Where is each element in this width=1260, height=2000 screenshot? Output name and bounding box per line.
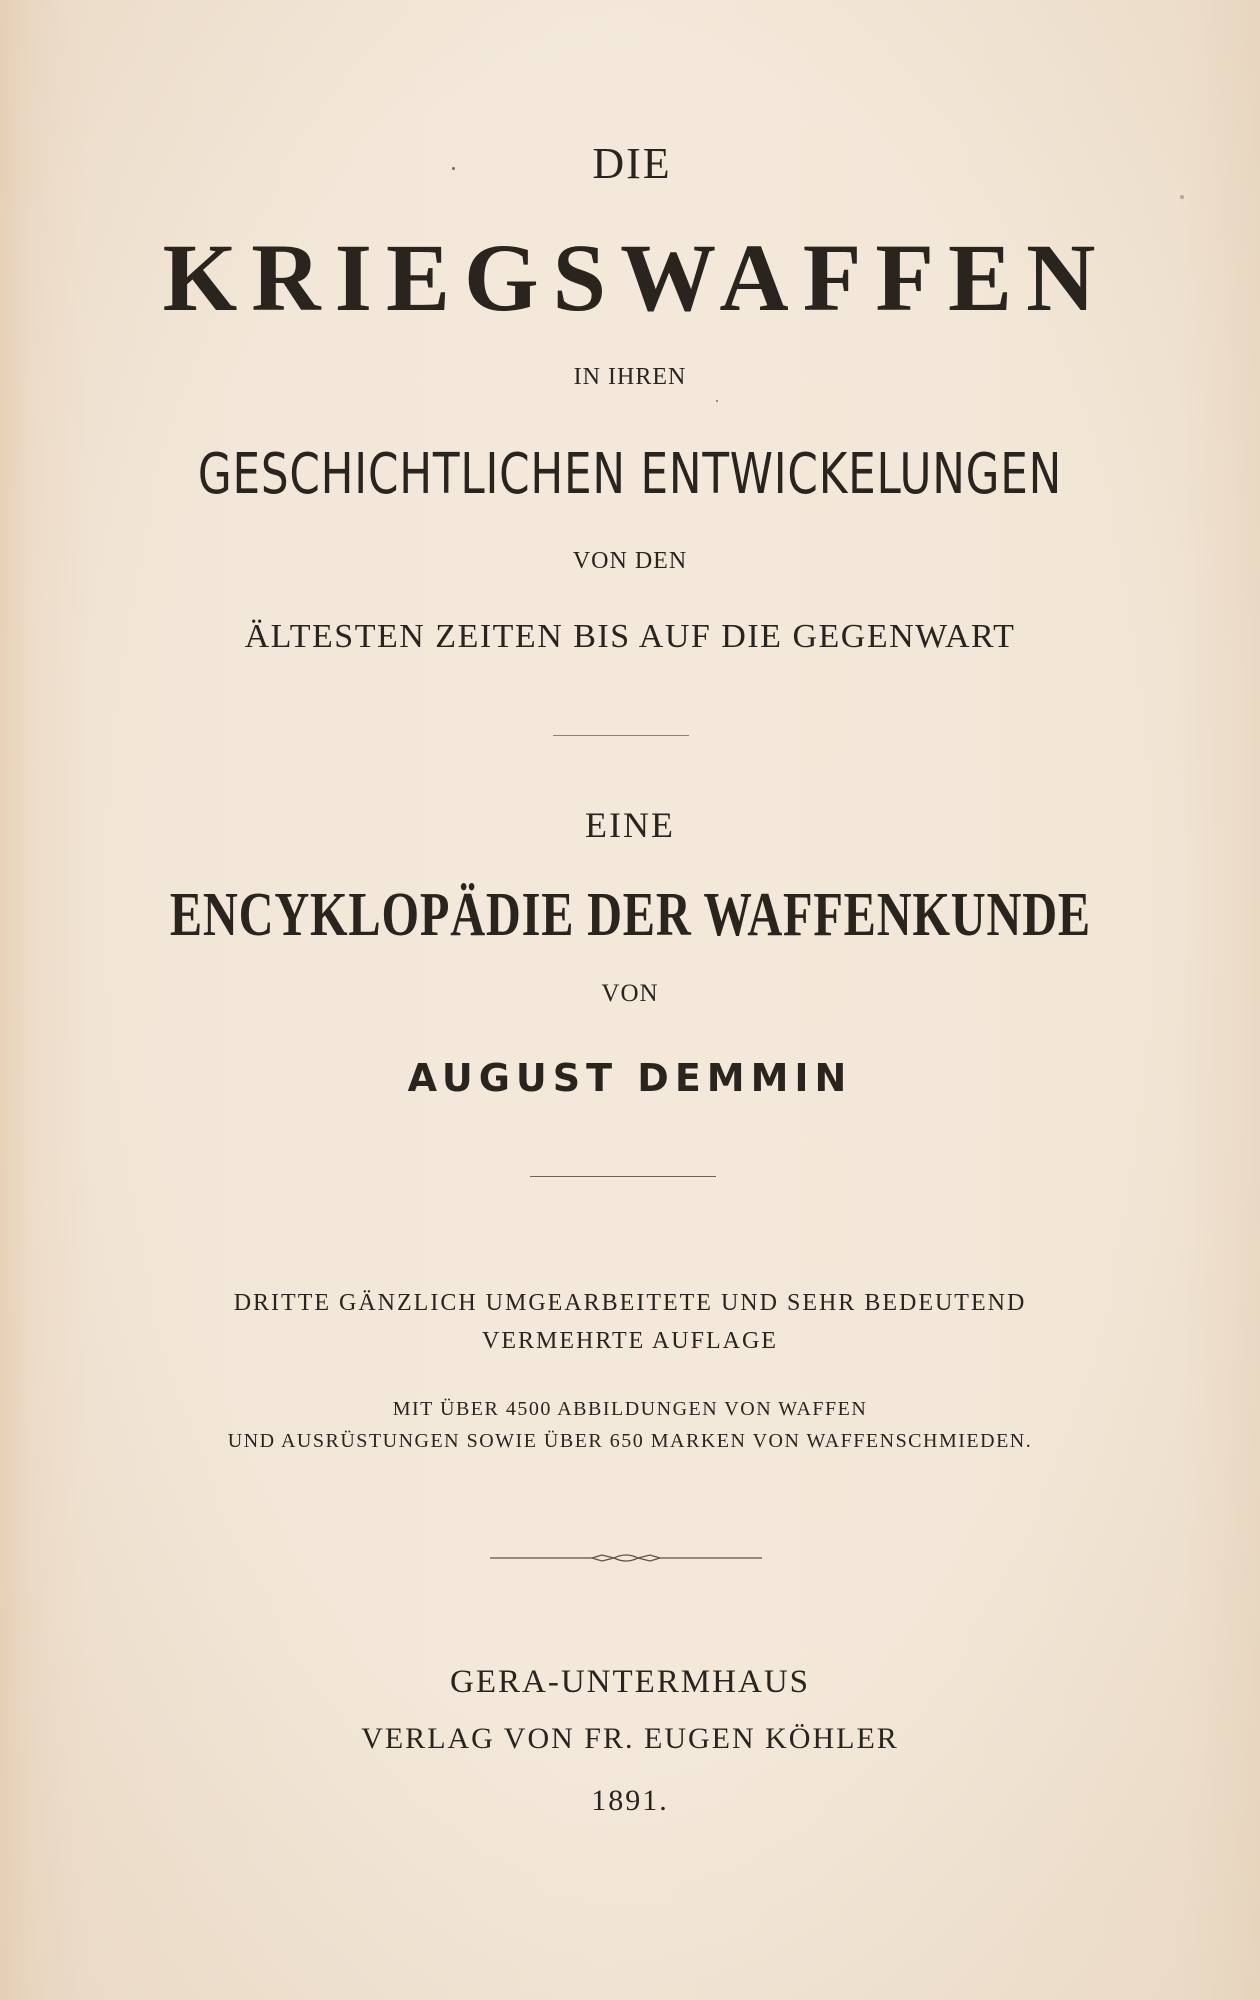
subtitle-von-den: VON DEN [572, 548, 688, 574]
title-article: DIE [592, 139, 672, 188]
edition-note-line-1: DRITTE GÄNZLICH UMGEARBEITETE UND SEHR BEDEUTEND [233, 1290, 1027, 1316]
subtitle-eine: EINE [585, 805, 675, 845]
publication-place: GERA-UNTERMHAUS [450, 1664, 810, 1700]
paper-speck [452, 167, 455, 170]
edition-note-line-2: VERMEHRTE AUFLAGE [482, 1328, 778, 1354]
subtitle-encyklopaedie-text: ENCYKLOPÄDIE DER WAFFENKUNDE [169, 881, 1091, 949]
main-title: KRIEGSWAFFEN [162, 224, 1110, 331]
publisher-name: VERLAG VON FR. EUGEN KÖHLER [361, 1722, 899, 1755]
subtitle-geschichtlichen-text: GESCHICHTLICHEN ENTWICKELUNGEN [197, 442, 1063, 507]
publication-year: 1891. [591, 1784, 669, 1817]
paper-speck [1180, 195, 1184, 199]
illustrations-note-line-2: UND AUSRÜSTUNGEN SOWIE ÜBER 650 MARKEN VON WAFFENSCHMIEDEN. [227, 1430, 1033, 1452]
subtitle-in-ihren: IN IHREN [573, 364, 687, 390]
author-name: AUGUST DEMMIN [407, 1056, 853, 1100]
ornament-divider-icon [490, 1548, 762, 1568]
illustrations-note-line-1: MIT ÜBER 4500 ABBILDUNGEN VON WAFFEN [392, 1398, 868, 1420]
subtitle-aeltesten: ÄLTESTEN ZEITEN BIS AUF DIE GEGENWART [244, 618, 1016, 655]
byline-von: VON [601, 980, 659, 1007]
subtitle-encyklopaedie [0, 880, 1260, 951]
divider-rule [553, 735, 689, 736]
divider-rule [530, 1176, 716, 1177]
subtitle-geschichtlichen [0, 442, 1260, 507]
paper-speck [716, 400, 718, 402]
